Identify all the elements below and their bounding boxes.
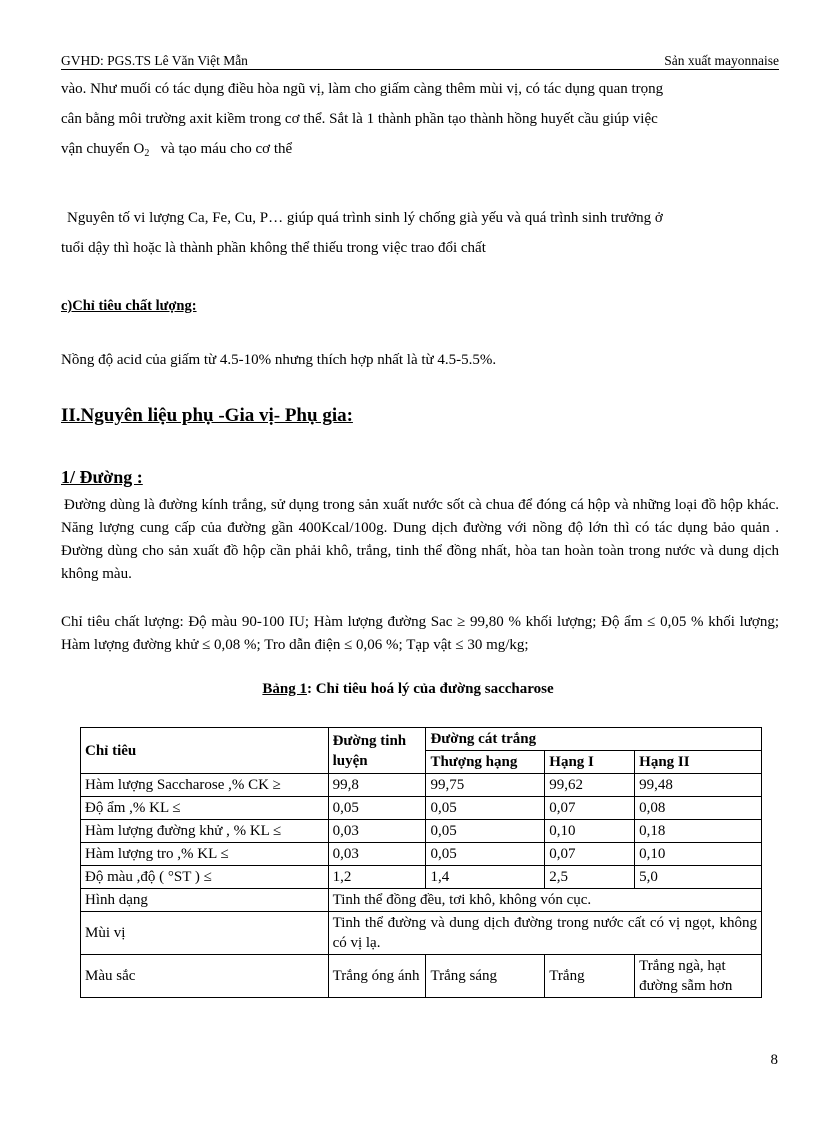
table-cell: Trắng ngà, hạt đường sẫm hơn (635, 955, 762, 998)
table-row (81, 843, 762, 866)
table-cell: 2,5 (545, 866, 635, 889)
table-cell: 0,18 (635, 820, 762, 843)
table-cell: 5,0 (635, 866, 762, 889)
header-cell: Hạng II (635, 751, 762, 774)
table-cell: 0,05 (426, 797, 545, 820)
table-cell: Hàm lượng đường khử , % KL ≤ (81, 820, 329, 843)
table-cell: Hàm lượng Saccharose ,% CK ≥ (81, 774, 329, 797)
header-advisor: GVHD: PGS.TS Lê Văn Việt Mẫn (61, 53, 248, 68)
header-cell: Hạng I (545, 751, 635, 774)
table-cell: 0,10 (635, 843, 762, 866)
paragraph-line: vận chuyển $O_2$ và tạo máu cho cơ thể (61, 141, 293, 159)
table-row (81, 912, 762, 955)
sugar-quality: Chỉ tiêu chất lượng: Độ màu 90-100 IU; Hàm lượng đường Sac ≥ 99,80 % khối lượng; Độ ẩm ≤ 0,05 % khối lượng; Hàm lượng đường khử ≤ 0,08 %; Tro dẫn điện ≤ 0,06 %; Tạp vật ≤ 30 mg/kg; (61, 614, 779, 653)
paragraph-trace-elements (61, 203, 779, 263)
page-header (61, 52, 779, 70)
table-cell: 99,48 (635, 774, 762, 797)
subscript: 2 (144, 148, 150, 159)
paragraph-line: cân bằng môi trường axit kiềm trong cơ thể. Sắt là 1 thành phần tạo thành hồng huyết cầu giúp việc (61, 111, 658, 127)
paragraph-line: Nguyên tố vi lượng Ca, Fe, Cu, P… giúp quá trình sinh lý chống già yếu và quá trình sinh trưởng ở (67, 210, 663, 226)
paragraph-line: tuổi dậy thì hoặc là thành phần không thể thiếu trong việc trao đổi chất (61, 240, 486, 256)
paragraph-minerals (61, 74, 779, 166)
table-cell: Tinh thể đồng đều, tơi khô, không vón cục. (328, 889, 761, 912)
table-cell: Độ màu ,độ ( °ST ) ≤ (81, 866, 329, 889)
section-c-text: Nồng độ acid của giấm từ 4.5-10% nhưng thích hợp nhất là từ 4.5-5.5%. (61, 352, 497, 368)
header-topic: Sản xuất mayonnaise (664, 53, 779, 68)
table-cell: Trắng sáng (426, 955, 545, 998)
header-cell: Chỉ tiêu (81, 728, 329, 774)
table-row (81, 797, 762, 820)
table-header-row (81, 728, 762, 751)
table-cell: Trắng (545, 955, 635, 998)
section-c-heading: c)Chỉ tiêu chất lượng: (61, 298, 197, 314)
table-cell: Màu sắc (81, 955, 329, 998)
table-cell: 0,07 (545, 797, 635, 820)
table-cell: 0,03 (328, 820, 426, 843)
table-cell: Trắng óng ánh (328, 955, 426, 998)
table-cell: 99,8 (328, 774, 426, 797)
table-cell: 0,03 (328, 843, 426, 866)
sugar-paragraph: Đường dùng là đường kính trắng, sử dụng trong sản xuất nước sốt cà chua để đóng cá hộp và những loại đồ hộp khác. Năng lượng cung cấp của đường gần 400Kcal/100g. Dung dịch đường với nồng độ lớn thì có tác dụng bảo quản . Đường dùng cho sản xuất đồ hộp cần phải khô, trắng, tinh thể đồng nhất, hòa tan hoàn toàn trong nước và dung dịch không màu. (61, 497, 779, 582)
table-row (81, 774, 762, 797)
header-cell: Đường cát trắng (426, 728, 762, 751)
table-cell: Tinh thể đường và dung dịch đường trong nước cất có vị ngọt, không có vị lạ. (328, 912, 761, 955)
table-cell: Độ ẩm ,% KL ≤ (81, 797, 329, 820)
table-cell: 1,4 (426, 866, 545, 889)
table-cell: 0,05 (328, 797, 426, 820)
table-cell: 99,75 (426, 774, 545, 797)
table-row (81, 889, 762, 912)
section-sugar-heading: 1/ Đường : (61, 467, 143, 487)
sugar-spec-table (80, 727, 762, 998)
page-number: 8 (770, 1052, 778, 1068)
table-cell: Mùi vị (81, 912, 329, 955)
table-cell: 99,62 (545, 774, 635, 797)
table-cell: 0,07 (545, 843, 635, 866)
table-row (81, 866, 762, 889)
table-cell: 0,08 (635, 797, 762, 820)
header-cell: Thượng hạng (426, 751, 545, 774)
table-cell: Hàm lượng tro ,% KL ≤ (81, 843, 329, 866)
table-row (81, 820, 762, 843)
table-cell: Hình dạng (81, 889, 329, 912)
table-cell: 0,10 (545, 820, 635, 843)
table-caption: Bảng 1: Chỉ tiêu hoá lý của đường saccharose (262, 681, 554, 697)
table-cell: 1,2 (328, 866, 426, 889)
paragraph-line: vào. Như muối có tác dụng điều hòa ngũ vị, làm cho giấm càng thêm mùi vị, có tác dụng quan trọng (61, 81, 664, 97)
table-cell: 0,05 (426, 820, 545, 843)
section-ii-heading: II.Nguyên liệu phụ -Gia vị- Phụ gia: (61, 405, 353, 426)
header-cell: Đường tinh luyện (328, 728, 426, 774)
table-row (81, 955, 762, 998)
table-cell: 0,05 (426, 843, 545, 866)
